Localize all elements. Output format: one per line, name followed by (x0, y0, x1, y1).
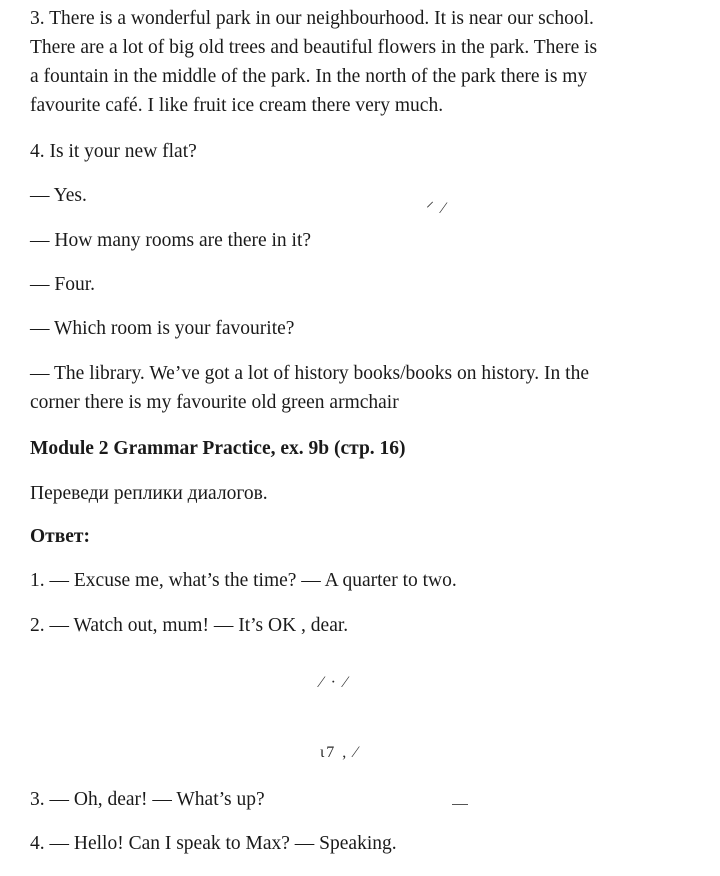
paragraph-3 (30, 4, 702, 120)
dialogue-4-library (30, 359, 702, 417)
paragraph-3-line: There are a lot of big old trees and beautiful flowers in the park. There is (30, 37, 598, 58)
module-instruction: Переведи реплики диалогов. (30, 483, 268, 504)
answer-1: 1. — Excuse me, what’s the time? — A quarter to two. (30, 570, 457, 591)
answer-3: 3. — Oh, dear! — What’s up? (30, 789, 265, 810)
answer-4: 4. — Hello! Can I speak to Max? — Speaking. (30, 833, 397, 854)
dialogue-4-which: — Which room is your favourite? (30, 318, 295, 339)
dialogue-4-library-line: corner there is my favourite old green armchair (30, 392, 399, 413)
scratch-dash (452, 804, 468, 805)
dialogue-4-library-line: — The library. We’ve got a lot of history books/books on history. In the (30, 363, 589, 384)
paragraph-3-line: 3. There is a wonderful park in our neighbourhood. It is near our school. (30, 8, 594, 29)
answer-label: Ответ: (30, 526, 91, 547)
paragraph-3-line: favourite café. I like fruit ice cream there very much. (30, 95, 444, 116)
dialogue-4-rooms: — How many rooms are there in it? (30, 230, 312, 251)
dialogue-4-yes: — Yes. (30, 185, 87, 206)
dialogue-4-four: — Four. (30, 274, 96, 295)
answer-2: 2. — Watch out, mum! — It’s OK , dear. (30, 615, 349, 636)
scratch-mark: ⁄ · ⁄ (320, 674, 349, 691)
scratch-mark: ι7 , ⁄ (320, 744, 359, 761)
paragraph-3-line: a fountain in the middle of the park. In the north of the park there is my (30, 66, 588, 87)
dialogue-4-question: 4. Is it your new flat? (30, 141, 197, 162)
scratch-mark: ⸍ ⁄ (426, 200, 447, 217)
module-heading: Module 2 Grammar Practice, ex. 9b (стр. 16) (30, 438, 406, 459)
